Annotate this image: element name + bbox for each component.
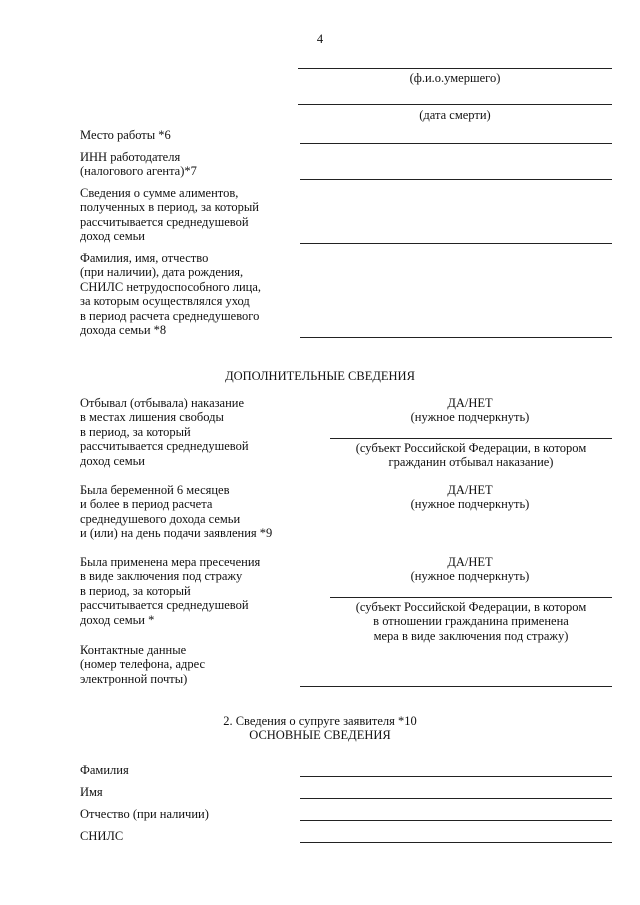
custody-yes-no[interactable]: ДА/НЕТ — [447, 555, 493, 569]
deceased-name-caption: (ф.и.о.умершего) — [409, 71, 501, 85]
death-date-caption: (дата смерти) — [419, 108, 491, 122]
custody-hint: (нужное подчеркнуть) — [410, 569, 530, 583]
imprisonment-region-caption: (субъект Российской Федерации, в котором гражданин отбывал наказание) — [355, 441, 587, 470]
pregnancy-hint: (нужное подчеркнуть) — [410, 497, 530, 511]
imprisonment-hint: (нужное подчеркнуть) — [410, 410, 530, 424]
imprisonment-region-line[interactable] — [330, 438, 612, 439]
employer-inn-label: ИНН работодателя (налогового агента)*7 — [80, 150, 197, 179]
spouse-name-label: Имя — [80, 785, 103, 799]
page-number: 4 — [316, 32, 324, 46]
pregnancy-yes-no[interactable]: ДА/НЕТ — [447, 483, 493, 497]
employer-inn-line[interactable] — [300, 179, 612, 180]
contacts-label: Контактные данные (номер телефона, адрес электронной почты) — [80, 643, 206, 686]
imprisonment-yes-no[interactable]: ДА/НЕТ — [447, 396, 493, 410]
spouse-snils-line[interactable] — [300, 842, 612, 843]
alimony-label: Сведения о сумме алиментов, полученных в период, за который рассчитывается среднедушевой доход семьи — [80, 186, 259, 244]
workplace-line[interactable] — [300, 143, 612, 144]
spouse-patronymic-line[interactable] — [300, 820, 612, 821]
pregnancy-label: Была беременной 6 месяцев и более в период расчета среднедушевого дохода семьи и (или) на день подачи заявления *9 — [80, 483, 273, 541]
workplace-label: Место работы *6 — [80, 128, 171, 142]
custody-region-line[interactable] — [330, 597, 612, 598]
custody-region-caption: (субъект Российской Федерации, в котором в отношении гражданина применена мера в виде заключения под стражу) — [355, 600, 587, 643]
spouse-snils-label: СНИЛС — [80, 829, 124, 843]
additional-section-heading: ДОПОЛНИТЕЛЬНЫЕ СВЕДЕНИЯ — [225, 369, 415, 383]
spouse-name-line[interactable] — [300, 798, 612, 799]
spouse-surname-label: Фамилия — [80, 763, 129, 777]
custody-label: Была применена мера пресечения в виде заключения под стражу в период, за который рассчитывается среднедушевой доход семьи * — [80, 555, 261, 627]
deceased-name-line[interactable] — [298, 68, 612, 69]
contacts-line[interactable] — [300, 686, 612, 687]
spouse-surname-line[interactable] — [300, 776, 612, 777]
spouse-section-heading: 2. Сведения о супруге заявителя *10 — [223, 714, 417, 728]
care-person-line[interactable] — [300, 337, 612, 338]
spouse-section-subheading: ОСНОВНЫЕ СВЕДЕНИЯ — [249, 728, 391, 742]
spouse-patronymic-label: Отчество (при наличии) — [80, 807, 209, 821]
care-person-label: Фамилия, имя, отчество (при наличии), дата рождения, СНИЛС нетрудоспособного лица, за которым осуществлялся уход в период расчета среднедушевого дохода семьи *8 — [80, 251, 262, 338]
imprisonment-label: Отбывал (отбывала) наказание в местах лишения свободы в период, за который рассчитывается среднедушевой доход семьи — [80, 396, 249, 468]
death-date-line[interactable] — [298, 104, 612, 105]
alimony-line[interactable] — [300, 243, 612, 244]
